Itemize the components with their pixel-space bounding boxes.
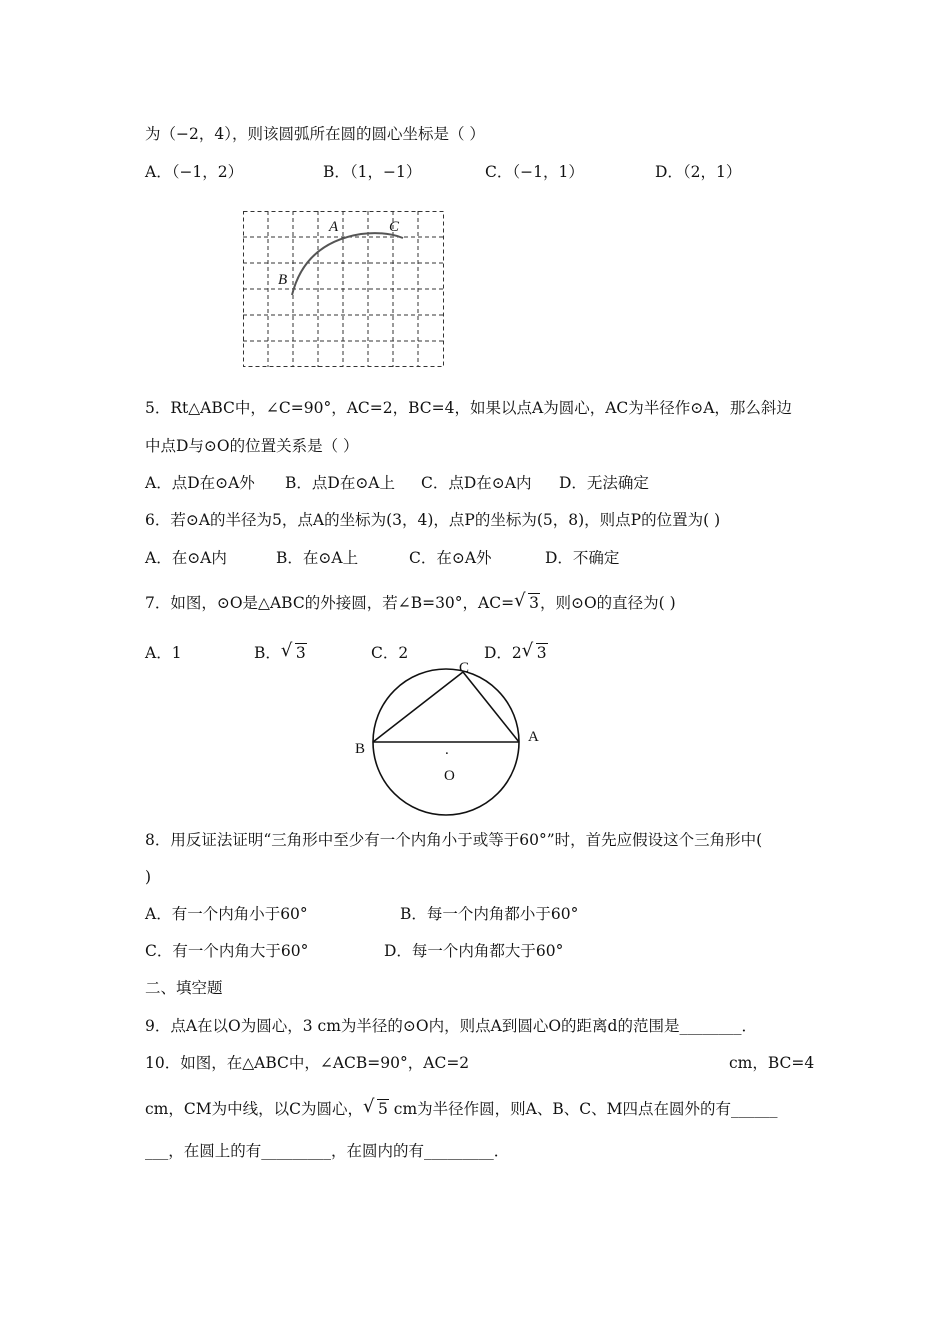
q6-option-d: D．不确定	[545, 549, 620, 567]
q7-option-b: B．√ 3	[254, 643, 307, 663]
sqrt-3-radical: √ 3	[514, 593, 540, 613]
q7-option-c: C．2	[371, 644, 409, 662]
q5-line1: 5．Rt△ABC中，∠C=90°，AC=2，BC=4，如果以点A为圆心，AC为半径作⊙A，那么斜边	[145, 399, 792, 417]
q4-option-d: D．（2，1）	[655, 163, 742, 181]
q5-option-a: A．点D在⊙A外	[145, 474, 255, 492]
side-bc	[373, 672, 463, 742]
q5-option-b: B．点D在⊙A上	[285, 474, 395, 492]
q4-option-a: A．（−1，2）	[145, 163, 244, 181]
q7-stem-pre: 7．如图，⊙O是△ABC的外接圆，若∠B=30°，AC=	[145, 594, 515, 612]
q8-line1: 8．用反证法证明“三角形中至少有一个内角小于或等于60°”时，首先应假设这个三角形中(	[145, 831, 763, 849]
q8-option-c: C．有一个内角大于60°	[145, 942, 309, 960]
q8-line2: )	[145, 868, 152, 886]
grid-label-b: B	[278, 272, 288, 288]
q8-option-b: B．每一个内角都小于60°	[400, 905, 579, 923]
q10-line1-left: 10．如图，在△ABC中，∠ACB=90°，AC=2	[145, 1054, 470, 1072]
q7-circle-figure	[360, 650, 540, 820]
q4-option-c: C．（−1，1）	[485, 163, 584, 181]
q9-stem: 9．点A在以O为圆心，3 cm为半径的⊙O内，则点A到圆心O的距离d的范围是________．	[145, 1017, 757, 1035]
q10-line1-right: cm，BC=4	[729, 1054, 815, 1072]
q6-option-c: C．在⊙A外	[409, 549, 492, 567]
sqrt-5-radical: √ 5	[363, 1099, 389, 1119]
q7-stem	[145, 593, 676, 613]
arc-path	[292, 233, 403, 295]
q7-option-d: D．2√ 3	[484, 643, 548, 663]
grid-label-c: C	[389, 219, 400, 235]
q7-stem-post: ，则⊙O的直径为( )	[539, 594, 676, 612]
q4-grid-figure	[243, 211, 445, 369]
q4-stem-tail: 为（−2，4），则该圆弧所在圆的圆心坐标是（ ）	[145, 125, 485, 143]
q7-option-a: A．1	[145, 644, 182, 662]
circle-label-c: C	[459, 660, 470, 676]
q5-option-c: C．点D在⊙A内	[421, 474, 532, 492]
q8-option-d: D．每一个内角都大于60°	[384, 942, 564, 960]
circle-center-dot: .	[445, 742, 449, 758]
circle-label-o: O	[444, 768, 455, 784]
q10-line2: cm，CM为中线，以C为圆心，√ 5 cm为半径作圆，则A、B、C、M四点在圆外的有______	[145, 1099, 777, 1119]
q6-option-b: B．在⊙A上	[276, 549, 359, 567]
section-title: 二、填空题	[145, 979, 223, 997]
grid-lines	[243, 211, 444, 367]
grid-label-a: A	[329, 219, 339, 235]
circle-label-b: B	[355, 741, 366, 757]
q5-option-d: D．无法确定	[559, 474, 649, 492]
circle-label-a: A	[528, 729, 539, 745]
q6-option-a: A．在⊙A内	[145, 549, 227, 567]
q10-line3: ___，在圆上的有_________，在圆内的有_________．	[145, 1142, 510, 1160]
q4-option-b: B．（1，−1）	[323, 163, 422, 181]
q6-stem: 6．若⊙A的半径为5，点A的坐标为(3，4)，点P的坐标为(5，8)，则点P的位置为( )	[145, 511, 721, 529]
q5-line2: 中点D与⊙O的位置关系是（ ）	[145, 437, 359, 455]
q8-option-a: A．有一个内角小于60°	[145, 905, 308, 923]
